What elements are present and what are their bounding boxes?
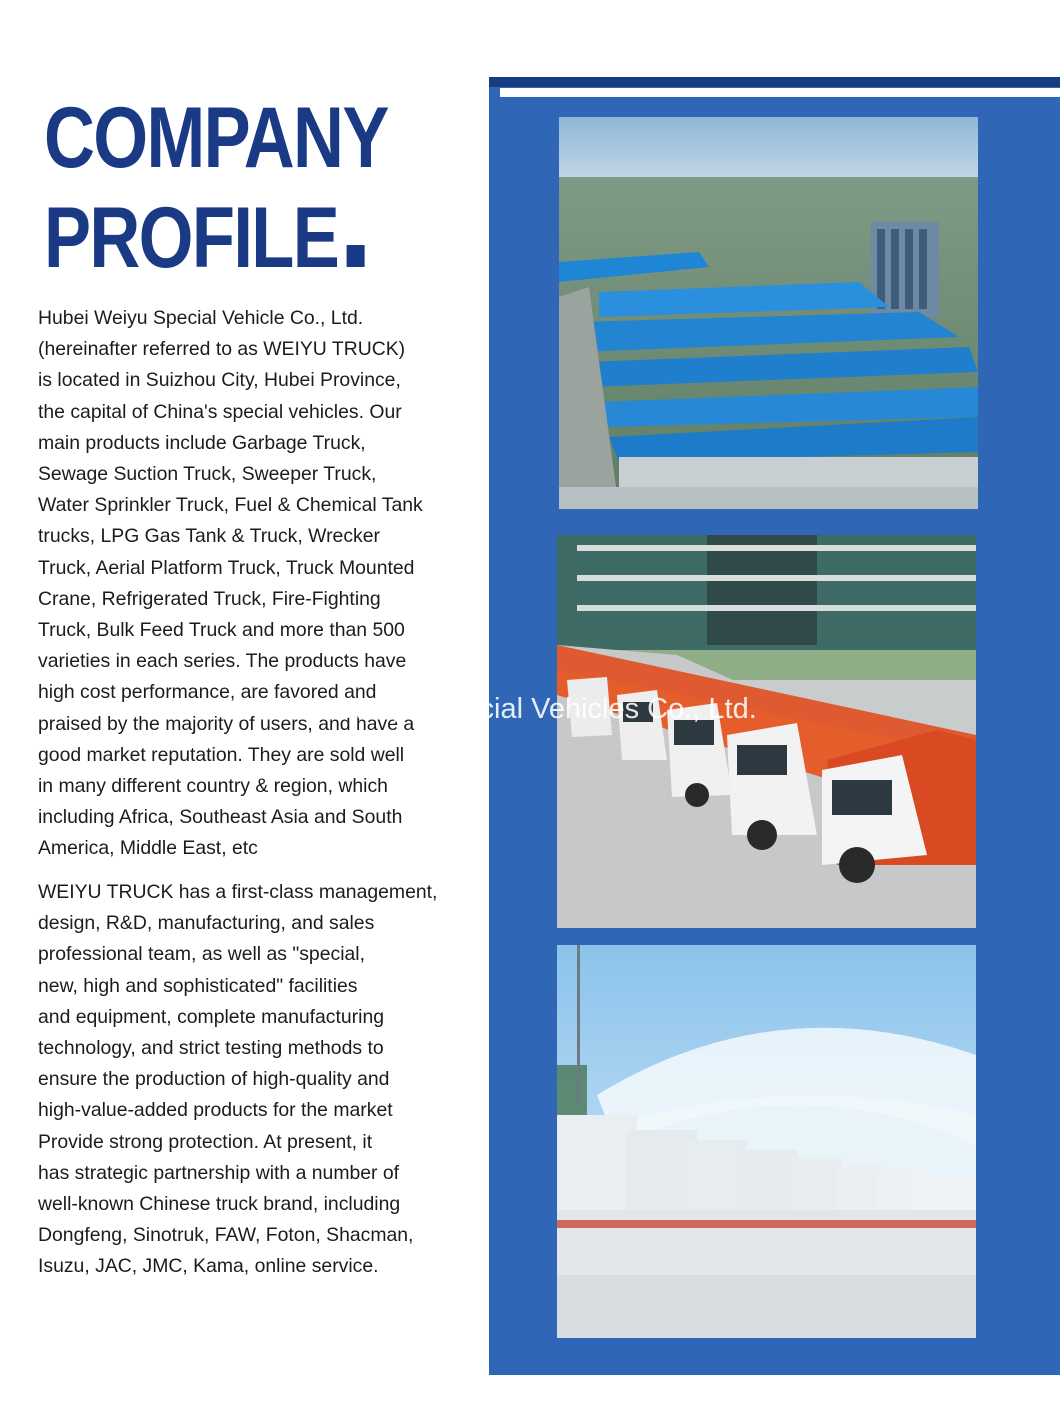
paragraph1-line: Truck, Bulk Feed Truck and more than 500: [38, 619, 405, 642]
title-line-2: [44, 188, 388, 288]
paragraph1-line: main products include Garbage Truck,: [38, 431, 366, 454]
paragraph1-line: Truck, Aerial Platform Truck, Truck Mounted: [38, 556, 415, 579]
title-dot: [346, 245, 364, 267]
paragraph2-line: Dongfeng, Sinotruk, FAW, Foton, Shacman,: [38, 1224, 414, 1247]
paragraph1-line: Crane, Refrigerated Truck, Fire-Fighting: [38, 587, 381, 610]
paragraph1-line: Hubei Weiyu Special Vehicle Co., Ltd.: [38, 307, 364, 329]
paragraph1-line: good market reputation. They are sold well: [38, 743, 405, 766]
paragraph1-line: (hereinafter referred to as WEIYU TRUCK): [38, 338, 406, 361]
title-line-2-text: PROFILE: [44, 190, 339, 286]
paragraph2-line: technology, and strict testing methods to: [38, 1037, 384, 1060]
paragraph2-line: Isuzu, JAC, JMC, Kama, online service.: [38, 1255, 379, 1278]
paragraph1-line: varieties in each series. The products have: [38, 650, 407, 673]
company-description-paragraph: [38, 303, 468, 865]
paragraph1-line: in many different country & region, which: [38, 775, 388, 798]
factory-aerial-photo: [559, 117, 978, 509]
paragraph1-line: Water Sprinkler Truck, Fuel & Chemical Tank: [38, 494, 423, 517]
paragraph1-line: high cost performance, are favored and: [38, 681, 377, 704]
paragraph2-line: high-value-added products for the market: [38, 1099, 393, 1122]
panel-white-rule: [500, 88, 1060, 97]
paragraph2-line: has strategic partnership with a number of: [38, 1161, 400, 1184]
paragraph1-line: Sewage Suction Truck, Sweeper Truck,: [38, 463, 377, 486]
paragraph2-line: well-known Chinese truck brand, including: [38, 1193, 401, 1216]
garbage-trucks-row-photo: [557, 535, 976, 928]
paragraph1-line: is located in Suizhou City, Hubei Province,: [38, 369, 401, 392]
page-title: [44, 88, 388, 288]
paragraph1-line: America, Middle East, etc: [38, 837, 258, 860]
paragraph2-line: WEIYU TRUCK has a first-class management,: [38, 881, 438, 903]
paragraph1-line: trucks, LPG Gas Tank & Truck, Wrecker: [38, 525, 380, 548]
panel-top-bar: [489, 77, 1060, 87]
company-capabilities-paragraph: [38, 877, 468, 1283]
paragraph1-line: praised by the majority of users, and have a: [38, 712, 415, 735]
paragraph2-line: ensure the production of high-quality and: [38, 1068, 390, 1091]
paragraph2-line: Provide strong protection. At present, it: [38, 1130, 373, 1153]
watermark-text: Hubei Weiyu Special Vehicles Co., Ltd.: [256, 693, 757, 725]
paragraph2-line: professional team, as well as "special,: [38, 943, 365, 966]
title-line-1: COMPANY: [44, 90, 388, 186]
paragraph2-line: new, high and sophisticated" facilities: [38, 974, 358, 997]
paragraph2-line: design, R&D, manufacturing, and sales: [38, 912, 375, 935]
paragraph1-line: the capital of China's special vehicles. Our: [38, 400, 402, 423]
dust-cannon-trucks-photo: [557, 945, 976, 1338]
paragraph2-line: and equipment, complete manufacturing: [38, 1005, 385, 1028]
paragraph1-line: including Africa, Southeast Asia and South: [38, 806, 403, 829]
